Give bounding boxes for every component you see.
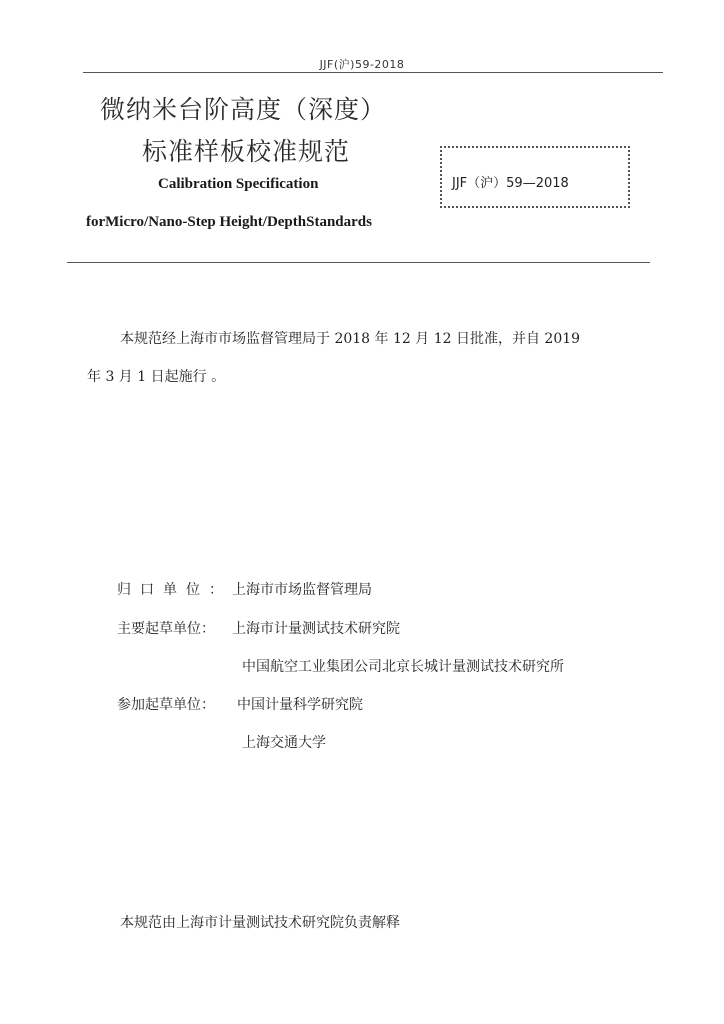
title-english-line1: Calibration Specification: [158, 176, 319, 192]
header-code: JJF(沪)59-2018: [319, 58, 405, 71]
responsible-unit-value: 上海市市场监督管理局: [232, 582, 372, 598]
approval-text-line1: 本规范经上海市市场监督管理局于 2018 年 12 月 12 日批准，并自 2019: [120, 331, 581, 347]
title-rule: [67, 262, 650, 263]
main-drafting-unit-label: 主要起草单位：: [117, 621, 215, 637]
title-chinese-line2: 标准样板校准规范: [142, 137, 351, 166]
header-rule: [83, 72, 663, 73]
approval-text-line2: 年 3 月 1 日起施行 。: [87, 369, 226, 385]
participating-unit-value: 上海交通大学: [242, 735, 326, 751]
main-drafting-unit-value: 中国航空工业集团公司北京长城计量测试技术研究所: [242, 659, 564, 675]
interpretation-note: 本规范由上海市计量测试技术研究院负责解释: [120, 915, 400, 931]
participating-unit-value: 中国计量科学研究院: [237, 697, 363, 713]
responsible-unit-label: 归口单位：: [117, 582, 232, 598]
participating-unit-label: 参加起草单位：: [117, 697, 215, 713]
title-chinese-line1: 微纳米台阶高度（深度）: [100, 95, 387, 124]
main-drafting-unit-value: 上海市计量测试技术研究院: [232, 621, 400, 637]
title-english-line2: forMicro/Nano-Step Height/DepthStandards: [86, 214, 372, 230]
code-box-text: JJF（沪）59—2018: [452, 176, 569, 191]
